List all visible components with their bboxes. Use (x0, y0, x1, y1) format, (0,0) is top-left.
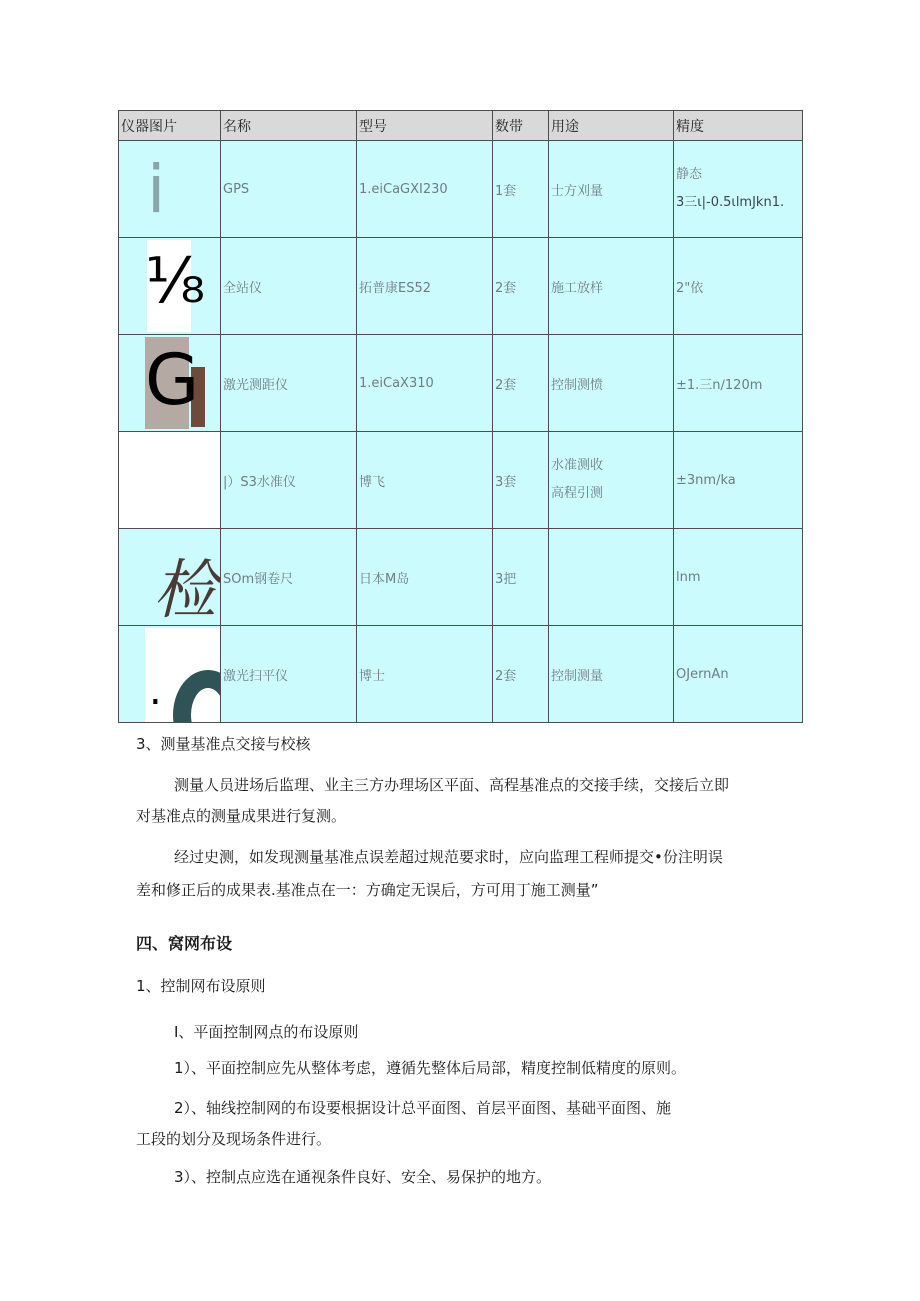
header-name: 名称 (221, 111, 357, 141)
paragraph-line: 测量人员进场后监理、业主三方办理场区平面、高程基准点的交接手续，交接后立即 (174, 776, 730, 794)
list-item: 3）、控制点应选在通视条件良好、安全、易保护的地方。 (174, 1168, 552, 1186)
cell-precision: ±3nm∕ka (674, 432, 803, 529)
sub-subsection-heading: I、平面控制网点的布设原则 (174, 1023, 359, 1041)
table-row (119, 141, 803, 238)
cell-use (549, 529, 674, 626)
instrument-table (118, 110, 803, 723)
cell-qty: 1套 (493, 141, 549, 238)
cell-qty: 2套 (493, 335, 549, 432)
section-3-heading: 3、测量基准点交接与校核 (136, 735, 311, 753)
instrument-image-glyph: ⅛ (145, 244, 206, 317)
instrument-image-laser-rangefinder (119, 335, 221, 432)
cell-use (549, 432, 674, 529)
cell-name: 激光扫平仪 (221, 626, 357, 723)
cell-precision: lnm (674, 529, 803, 626)
cell-name: 激光测距仪 (221, 335, 357, 432)
cell-model: 日本M岛 (357, 529, 493, 626)
precision-line: 静态 (676, 167, 703, 182)
cell-model: 1.eiCaX310 (357, 335, 493, 432)
cell-model: 1.eiCaGXI230 (357, 141, 493, 238)
cell-use: 士方刈量 (549, 141, 674, 238)
header-model: 型号 (357, 111, 493, 141)
header-precision: 精度 (674, 111, 803, 141)
instrument-image-glyph: 检 (153, 554, 217, 626)
instrument-image-steel-tape (119, 529, 221, 626)
cell-use: 控制测量 (549, 626, 674, 723)
cell-model: 博士 (357, 626, 493, 723)
instrument-image-glyph: G (145, 339, 200, 421)
paragraph-line: 差和修正后的成果表.基准点在一：方确定无误后，方可用丁施工测量” (136, 881, 599, 899)
paragraph-line: 经过史测，如发现测量基准点误差超过规范要求时，应向监理工程师提交•份注明误 (174, 848, 723, 866)
cell-qty: 2套 (493, 238, 549, 335)
cell-qty: 3套 (493, 432, 549, 529)
instrument-image-gps (119, 141, 221, 238)
cell-name: GPS (221, 141, 357, 238)
table-header-row (119, 111, 803, 141)
precision-line: 3三ι|-0.5ιlmJkn1. (676, 195, 785, 210)
subsection-heading: 1、控制网布设原则 (136, 977, 266, 995)
cell-model: 博飞 (357, 432, 493, 529)
header-use: 用途 (549, 111, 674, 141)
cell-model: 拓普康ES52 (357, 238, 493, 335)
table-row (119, 335, 803, 432)
table-row (119, 626, 803, 723)
instrument-image-glyph: i (147, 151, 166, 228)
table-row (119, 432, 803, 529)
instrument-image-level (119, 432, 221, 529)
list-item-continuation: 工段的划分及现场条件进行。 (136, 1130, 332, 1148)
use-line: 高程引测 (551, 486, 604, 501)
cell-use: 控制测愤 (549, 335, 674, 432)
cell-qty: 3把 (493, 529, 549, 626)
table-row (119, 238, 803, 335)
cell-precision (674, 141, 803, 238)
header-qty: 数带 (493, 111, 549, 141)
use-line: 水准测收 (551, 458, 604, 473)
cell-precision: OJernAn (674, 626, 803, 723)
section-4-heading: 四、窝网布设 (136, 934, 233, 953)
instrument-image-total-station (119, 238, 221, 335)
cell-name: SOm钢卷尺 (221, 529, 357, 626)
table-row (119, 529, 803, 626)
cell-precision: ±1.三n∕120m (674, 335, 803, 432)
paragraph-line: 对基准点的测量成果进行复测。 (136, 807, 347, 825)
list-item: 1）、平面控制应先从整体考虑，遵循先整体后局部，精度控制低精度的原则。 (174, 1059, 687, 1077)
instrument-image-glyph: . (149, 668, 162, 714)
cell-qty: 2套 (493, 626, 549, 723)
cell-precision: 2"依 (674, 238, 803, 335)
instrument-image-laser-leveler (119, 626, 221, 723)
cell-use: 施工放样 (549, 238, 674, 335)
cell-name: |）S3水准仪 (221, 432, 357, 529)
header-image: 仪器图片 (119, 111, 221, 141)
list-item: 2）、轴线控制网的布设要根据设计总平面图、首层平面图、基础平面图、施 (174, 1099, 672, 1117)
cell-name: 全站仪 (221, 238, 357, 335)
